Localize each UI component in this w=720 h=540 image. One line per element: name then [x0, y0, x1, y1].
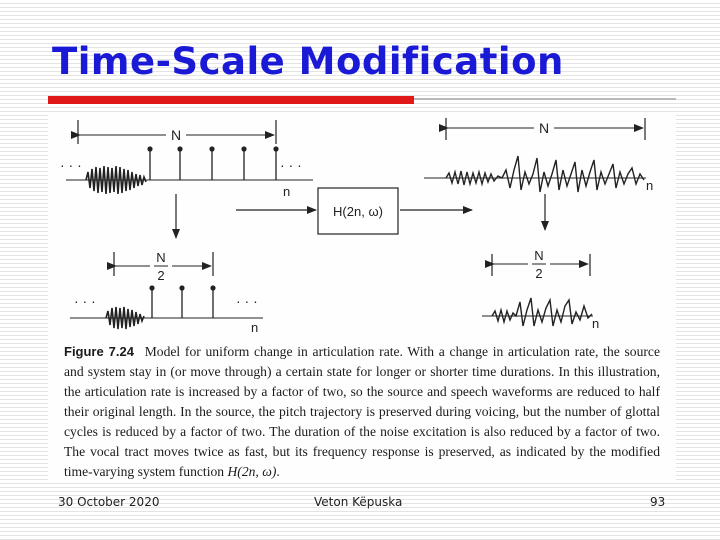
- system-block: [236, 188, 472, 234]
- speech-half-length: [482, 248, 599, 331]
- half-length-denominator-right: 2: [535, 266, 543, 281]
- length-label-n: N: [170, 127, 182, 143]
- figure-caption-label: Figure 7.24: [64, 344, 134, 359]
- axis-n-label-right: n: [646, 178, 654, 193]
- axis-n-label: n: [283, 184, 291, 199]
- figure-caption: [64, 342, 660, 482]
- ellipsis-left-half: · · ·: [74, 293, 96, 309]
- half-length-denominator: 2: [157, 268, 165, 283]
- length-label-n-right: N: [538, 120, 550, 136]
- footer-author: Veton Këpuska: [314, 495, 403, 509]
- ellipsis-left: · · ·: [60, 157, 82, 173]
- speech-waveform-half: [492, 298, 592, 326]
- footer-page-number: 93: [650, 495, 666, 509]
- source-full-length: [60, 120, 313, 238]
- system-function-label: H(2n, ω): [333, 204, 383, 219]
- speech-full-length: [424, 118, 653, 230]
- ellipsis-right-half: · · ·: [236, 293, 258, 309]
- figure-caption-text: Model for uniform change in articulation rate. With a change in articulation rate, the source and system stay in (or move through) a certain state for longer or shorter time durations. In this illustration, the articulation rate is increased by a factor of two, so the source and speech waveforms are reduced to half their original length. In the source, the pitch trajectory is preserved during voicing, but the number of glottal cycles is reduced by a factor of two. The duration of the noise excitation is also reduced by a factor of two. The vocal tract moves twice as fast, but its frequency response is preserved, as indicated by the modified time-varying system function: [64, 344, 660, 479]
- title-underline-red: [48, 96, 414, 104]
- slide-title: Time-Scale Modification: [52, 40, 564, 83]
- figure-7-24: [48, 112, 676, 480]
- half-length-numerator-right: N: [534, 248, 544, 263]
- speech-waveform-full: [446, 156, 644, 192]
- figure-caption-end: .: [276, 464, 280, 479]
- source-half-length: [70, 250, 263, 335]
- half-length-numerator: N: [156, 250, 166, 265]
- figure-caption-math: H(2n, ω): [227, 464, 277, 479]
- axis-n-label-half: n: [251, 320, 259, 335]
- axis-n-label-half-right: n: [592, 316, 600, 331]
- ellipsis-right: · · ·: [280, 157, 302, 173]
- footer-date: 30 October 2020: [58, 495, 160, 509]
- title-underline-gray: [414, 98, 676, 100]
